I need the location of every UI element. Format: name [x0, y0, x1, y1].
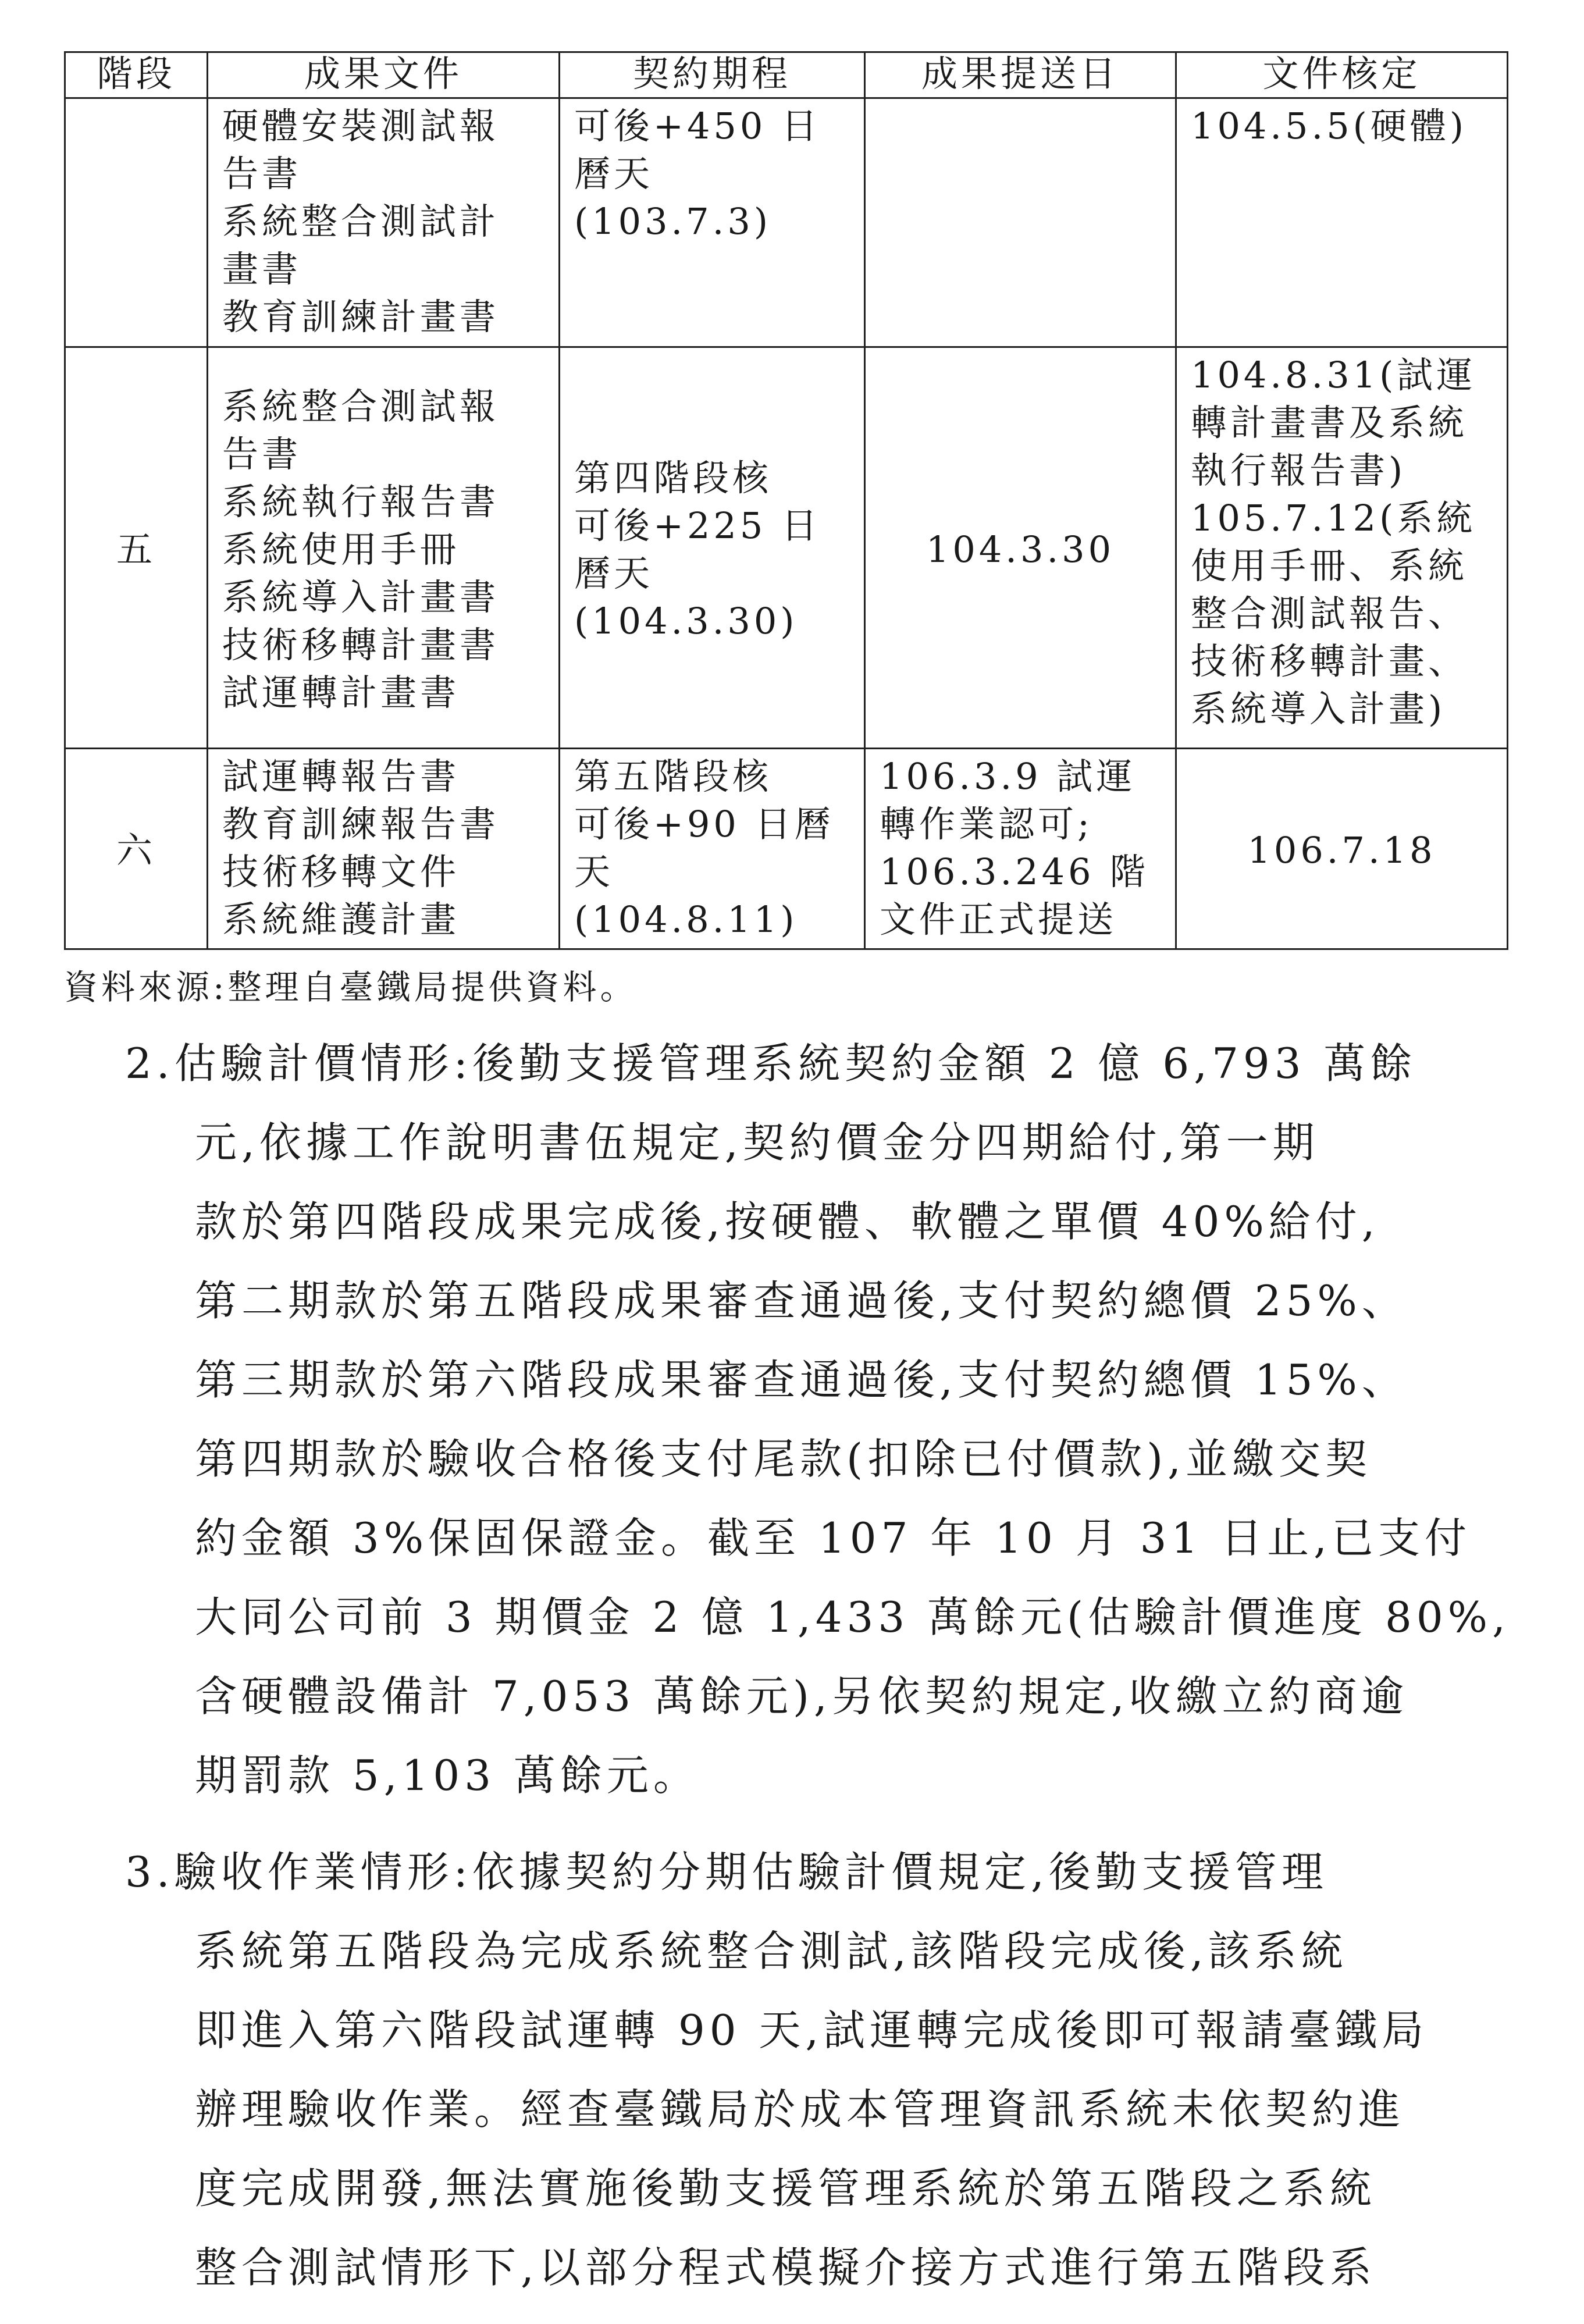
paragraph-line: 3.驗收作業情形:依據契約分期估驗計價規定,後勤支援管理 — [125, 1848, 1328, 1896]
paragraph-line: 大同公司前 3 期價金 2 億 1,433 萬餘元(估驗計價進度 80%, — [195, 1593, 1510, 1642]
paragraph-line: 第四期款於驗收合格後支付尾款(扣除已付價款),並繳交契 — [195, 1435, 1372, 1483]
source-note: 資料來源:整理自臺鐵局提供資料。 — [64, 967, 638, 1007]
paragraph-line: 約金額 3%保固保證金。截至 107 年 10 月 31 日止,已支付 — [195, 1514, 1471, 1563]
table-row — [65, 347, 1508, 749]
header-approval: 文件核定 — [1176, 52, 1508, 98]
stage-deliverables-table — [64, 51, 1508, 950]
paragraph-line: 第三期款於第六階段成果審查通過後,支付契約總價 15%、 — [195, 1355, 1408, 1404]
paragraph-line: 辦理驗收作業。經查臺鐵局於成本管理資訊系統未依契約進 — [195, 2085, 1405, 2134]
cell-deliverables: 試運轉報告書 教育訓練報告書 技術移轉文件 系統維護計畫 — [208, 749, 560, 949]
header-contract-schedule: 契約期程 — [560, 52, 865, 98]
cell-submission — [865, 98, 1176, 347]
paragraph-line: 含硬體設備計 7,053 萬餘元),另依契約規定,收繳立約商逾 — [195, 1672, 1408, 1721]
cell-stage — [65, 98, 208, 347]
paragraph-acceptance — [125, 1832, 1507, 2307]
table-header-row — [65, 52, 1508, 98]
paragraph-line: 2.估驗計價情形:後勤支援管理系統契約金額 2 億 6,793 萬餘 — [125, 1039, 1417, 1088]
paragraph-line: 整合測試情形下,以部分程式模擬介接方式進行第五階段系 — [195, 2243, 1376, 2292]
header-stage: 階段 — [65, 52, 208, 98]
cell-schedule: 第四階段核 可後+225 日 曆天 (104.3.30) — [560, 347, 865, 749]
cell-stage: 六 — [65, 749, 208, 949]
cell-approval: 106.7.18 — [1176, 749, 1508, 949]
table-row — [65, 98, 1508, 347]
cell-schedule: 第五階段核 可後+90 日曆 天 (104.8.11) — [560, 749, 865, 949]
cell-submission: 104.3.30 — [865, 347, 1176, 749]
cell-schedule: 可後+450 日 曆天 (103.7.3) — [560, 98, 865, 347]
cell-deliverables: 硬體安裝測試報 告書 系統整合測試計 畫書 教育訓練計畫書 — [208, 98, 560, 347]
cell-deliverables: 系統整合測試報 告書 系統執行報告書 系統使用手冊 系統導入計畫書 技術移轉計畫書 試運轉計畫書 — [208, 347, 560, 749]
header-submission-date: 成果提送日 — [865, 52, 1176, 98]
paragraph-line: 元,依據工作說明書伍規定,契約價金分四期給付,第一期 — [195, 1118, 1319, 1167]
header-deliverables: 成果文件 — [208, 52, 560, 98]
table-row — [65, 749, 1508, 949]
cell-approval: 104.8.31(試運 轉計畫書及系統 執行報告書) 105.7.12(系統 使用手冊、系統 整合測試報告、 技術移轉計畫、 系統導入計畫) — [1176, 347, 1508, 749]
cell-submission: 106.3.9 試運 轉作業認可; 106.3.246 階 文件正式提送 — [865, 749, 1176, 949]
paragraph-line: 度完成開發,無法實施後勤支援管理系統於第五階段之系統 — [195, 2164, 1376, 2213]
cell-stage: 五 — [65, 347, 208, 749]
paragraph-line: 期罰款 5,103 萬餘元。 — [195, 1751, 700, 1800]
paragraph-line: 即進入第六階段試運轉 90 天,試運轉完成後即可報請臺鐵局 — [195, 2006, 1429, 2055]
paragraph-line: 第二期款於第五階段成果審查通過後,支付契約總價 25%、 — [195, 1276, 1408, 1325]
paragraph-valuation — [125, 1024, 1510, 1815]
paragraph-line: 款於第四階段成果完成後,按硬體、軟體之單價 40%給付, — [195, 1197, 1380, 1246]
cell-approval: 104.5.5(硬體) — [1176, 98, 1508, 347]
paragraph-line: 系統第五階段為完成系統整合測試,該階段完成後,該系統 — [195, 1927, 1348, 1976]
